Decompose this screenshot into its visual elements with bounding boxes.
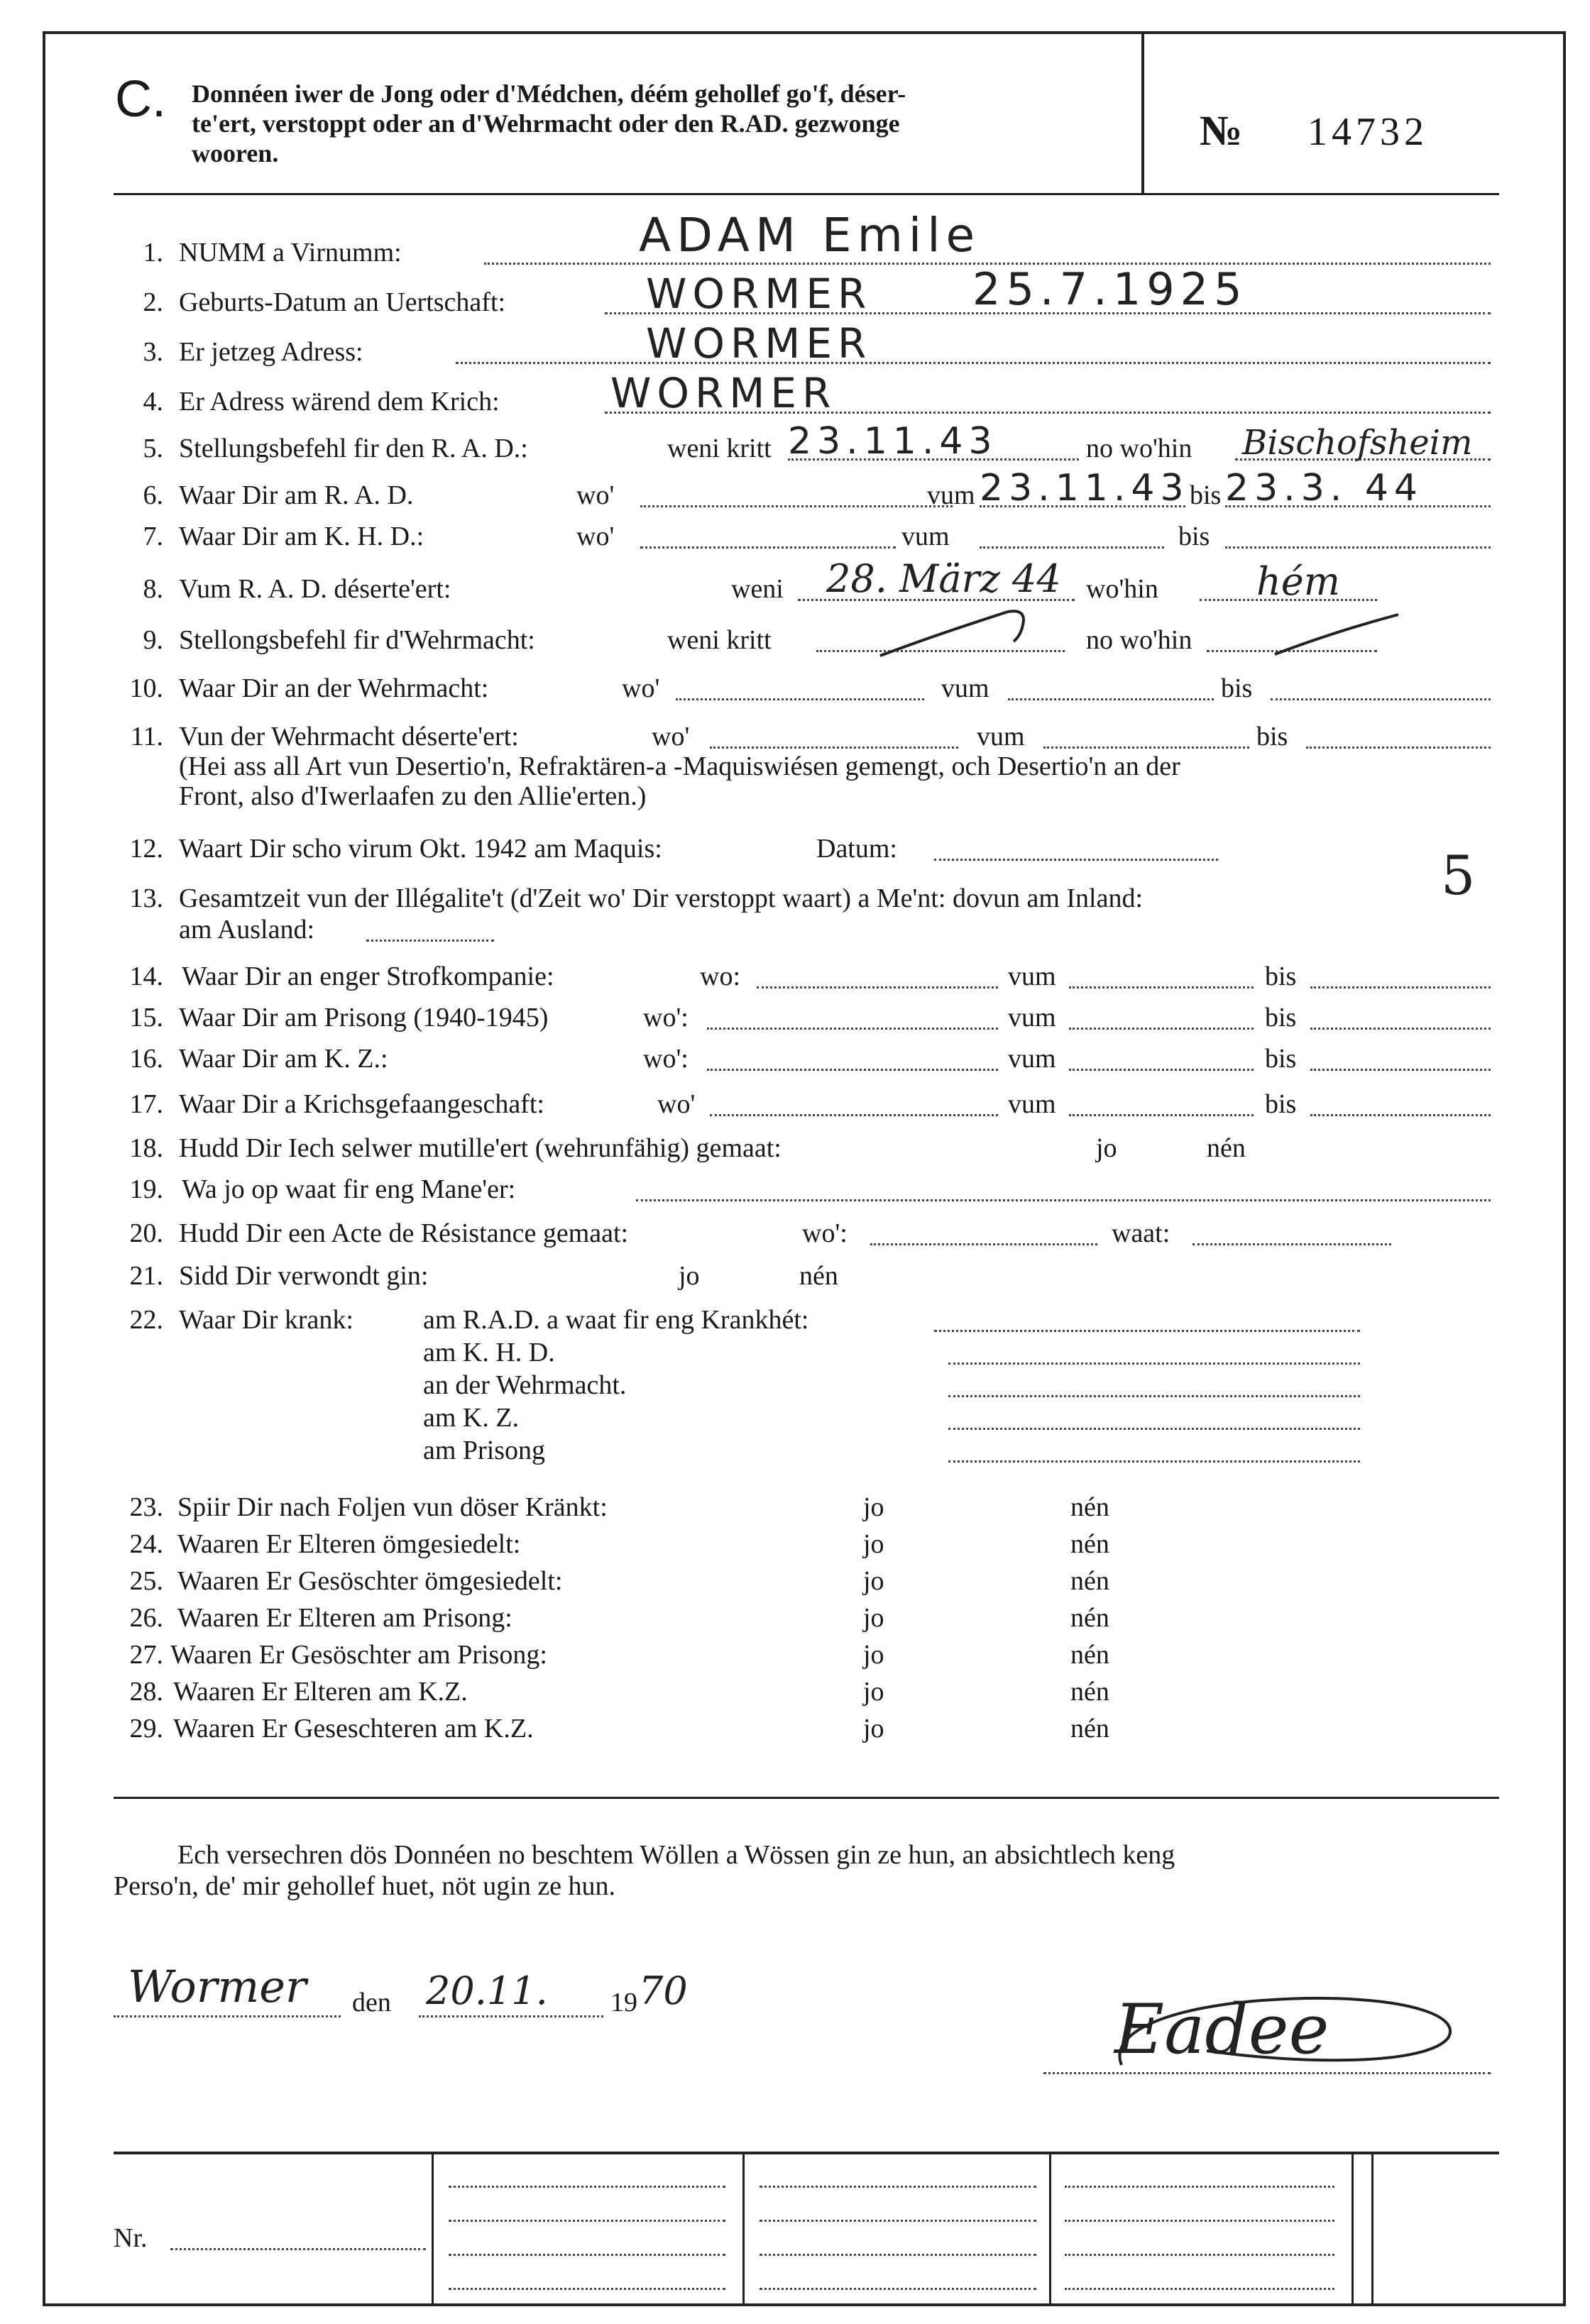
illness-sub-wehrmacht: an der Wehrmacht. — [423, 1370, 627, 1400]
answer-line — [1271, 698, 1491, 700]
section-rule — [114, 1797, 1499, 1799]
row-key: vum — [1008, 962, 1056, 991]
answer-line — [1310, 986, 1491, 988]
border-right — [1563, 31, 1566, 2306]
row-label: Waaren Er Gesöschter ömgesiedelt: — [177, 1566, 563, 1596]
answer-line — [676, 698, 924, 700]
declaration-line2: Perso'n, de' mir gehollef huet, nöt ugin ze hun. — [114, 1871, 616, 1901]
row-key: bis — [1190, 480, 1222, 510]
answer-line — [710, 747, 958, 749]
row-label: Waar Dir an enger Strofkompanie: — [182, 962, 554, 991]
yes-option: jo — [1096, 1133, 1117, 1163]
row-number: 21. — [129, 1261, 163, 1291]
answer-line — [934, 859, 1218, 861]
handwritten-birthplace: WORMER — [646, 270, 872, 318]
row-label: Waar Dir a Krichsgefaangeschaft: — [179, 1089, 544, 1119]
no-option: nén — [1070, 1677, 1109, 1707]
footer-dots — [760, 2220, 1036, 2222]
row-number: 5. — [143, 434, 163, 463]
row-key: wo' — [622, 673, 660, 703]
row-number: 3. — [143, 337, 163, 367]
row-key: bis — [1178, 522, 1210, 551]
footer-col-divider — [432, 2152, 434, 2303]
footer-rule — [114, 2152, 1499, 2154]
row-key: wo' — [576, 522, 615, 551]
answer-line — [1043, 747, 1249, 749]
answer-line — [707, 1028, 998, 1030]
row-key: weni kritt — [667, 434, 772, 463]
header-divider — [1141, 31, 1144, 193]
row-number: 11. — [130, 722, 163, 751]
footer-dots — [1065, 2254, 1334, 2256]
yes-option: jo — [863, 1640, 884, 1670]
handwritten-place: Wormer — [128, 1961, 307, 2012]
place-line — [114, 2015, 341, 2017]
yes-option: jo — [863, 1492, 884, 1522]
answer-line — [1069, 1114, 1254, 1116]
answer-line — [1310, 1028, 1491, 1030]
footer-dots — [1065, 2220, 1334, 2222]
answer-line — [980, 546, 1164, 549]
row-key: vum — [901, 522, 950, 551]
footer-dots — [760, 2254, 1036, 2256]
header-rule — [114, 193, 1499, 195]
row-key: wo': — [802, 1218, 848, 1248]
illness-sub-prisong: am Prisong — [423, 1436, 546, 1465]
footer-col-divider — [742, 2152, 745, 2303]
no-option: nén — [799, 1261, 838, 1291]
row-number: 9. — [143, 625, 163, 655]
footer-col-divider — [1371, 2152, 1374, 2303]
handwritten-desertion-destination: hém — [1256, 559, 1340, 604]
row-number: 22. — [129, 1305, 163, 1335]
illness-sub-khd: am K. H. D. — [423, 1338, 555, 1367]
footer-dots — [1065, 2288, 1334, 2290]
answer-line — [1306, 747, 1491, 749]
yes-option: jo — [863, 1677, 884, 1707]
nr-label: Nr. — [114, 2223, 148, 2253]
row-key: bis — [1265, 962, 1297, 991]
row-label: Er Adress wärend dem Krich: — [179, 387, 500, 417]
row-number: 25. — [129, 1566, 163, 1596]
no-option: nén — [1070, 1566, 1109, 1596]
answer-line — [948, 1362, 1360, 1365]
row-label: Waaren Er Elteren ömgesiedelt: — [177, 1529, 521, 1559]
footer-dots — [449, 2288, 725, 2290]
row-label: Stellungsbefehl fir den R. A. D.: — [179, 434, 528, 463]
header-title-line2: te'ert, verstoppt oder an d'Wehrmacht oder den R.AD. gezwonge — [192, 109, 900, 138]
row-key: bis — [1265, 1003, 1297, 1032]
row-key: no wo'hin — [1086, 625, 1192, 655]
row-key: am Ausland: — [179, 915, 315, 945]
footer-dots — [760, 2288, 1036, 2290]
row-label: Waar Dir am R. A. D. — [179, 480, 414, 510]
row-number: 14. — [129, 962, 163, 991]
row-label: Waaren Er Geseschteren am K.Z. — [173, 1714, 534, 1744]
row-key: vum — [1008, 1044, 1056, 1074]
row-number: 8. — [143, 574, 163, 604]
row-number: 4. — [143, 387, 163, 417]
footer-dots — [760, 2186, 1036, 2188]
handwritten-rad-to: 23.3. 44 — [1225, 467, 1424, 510]
row-number: 29. — [129, 1714, 163, 1744]
answer-line — [710, 1114, 998, 1116]
row-label: Vun der Wehrmacht déserte'ert: — [179, 722, 519, 751]
row-key: wo': — [643, 1044, 689, 1074]
year-prefix: 19 — [610, 1988, 637, 2017]
no-option: nén — [1070, 1640, 1109, 1670]
answer-line — [934, 1330, 1360, 1332]
row-number: 2. — [143, 287, 163, 317]
row-label: Waar Dir an der Wehrmacht: — [179, 673, 489, 703]
answer-line — [948, 1460, 1360, 1463]
row-key: bis — [1265, 1044, 1297, 1074]
row-key: weni — [731, 574, 784, 604]
answer-line — [1069, 1069, 1254, 1071]
answer-line — [757, 986, 998, 988]
yes-option: jo — [863, 1566, 884, 1596]
row-key: vum — [1008, 1003, 1056, 1032]
row-key: wo: — [700, 962, 740, 991]
answer-line — [1069, 1028, 1254, 1030]
yes-option: jo — [863, 1529, 884, 1559]
row-number: 27. — [129, 1640, 163, 1670]
row-key: no wo'hin — [1086, 434, 1192, 463]
row-label: Waar Dir am K. Z.: — [179, 1044, 388, 1074]
handwritten-months-inland: 5 — [1441, 844, 1476, 907]
date-line — [419, 2015, 603, 2017]
strike-mark — [873, 606, 1043, 663]
row-label: Hudd Dir Iech selwer mutille'ert (wehrunfähig) gemaat: — [179, 1133, 782, 1163]
row-label: Hudd Dir een Acte de Résistance gemaat: — [179, 1218, 629, 1248]
answer-line — [1310, 1114, 1491, 1116]
row-label: Spiir Dir nach Foljen vun döser Kränkt: — [177, 1492, 608, 1522]
answer-line — [1310, 1069, 1491, 1071]
footer-dots — [449, 2254, 725, 2256]
answer-line — [456, 362, 1491, 364]
row-label: NUMM a Virnumm: — [179, 238, 402, 268]
answer-line — [1225, 546, 1491, 549]
no-option: nén — [1207, 1133, 1246, 1163]
handwritten-rad-destination: Bischofsheim — [1242, 423, 1473, 463]
answer-line — [948, 1395, 1360, 1397]
answer-line — [640, 505, 953, 507]
answer-line — [366, 940, 494, 942]
row-label: Waaren Er Elteren am K.Z. — [173, 1677, 468, 1707]
row-key: vum — [941, 673, 989, 703]
row-number: 18. — [129, 1133, 163, 1163]
border-top — [43, 31, 1566, 34]
row-label: Vum R. A. D. déserte'ert: — [179, 574, 451, 604]
row-key: wo'hin — [1086, 574, 1158, 604]
row-label: Geburts-Datum an Uertschaft: — [179, 287, 506, 317]
row-key: vum — [977, 722, 1025, 751]
answer-line — [1069, 986, 1254, 988]
row-key: wo' — [657, 1089, 696, 1119]
border-bottom — [43, 2303, 1566, 2306]
row-label: Er jetzeg Adress: — [179, 337, 363, 367]
header-title-line1: Donnéen iwer de Jong oder d'Médchen, déém gehollef go'f, déser- — [192, 79, 906, 108]
row-number: 10. — [129, 673, 163, 703]
row-label: Wa jo op waat fir eng Mane'er: — [182, 1174, 516, 1204]
no-option: nén — [1070, 1603, 1109, 1633]
date-prefix: den — [352, 1988, 391, 2017]
row-note: (Hei ass all Art vun Desertio'n, Refraktären-a -Maquiswiésen gemengt, och Desertio'n an der — [179, 751, 1180, 781]
row-number: 23. — [129, 1492, 163, 1522]
handwritten-desertion-date: 28. März 44 — [826, 556, 1061, 601]
header-title-line3: wooren. — [192, 139, 279, 167]
row-label: Waar Dir am K. H. D.: — [179, 522, 424, 551]
illness-sub-rad: am R.A.D. a waat fir eng Krankhét: — [423, 1305, 809, 1335]
section-letter: C. — [115, 71, 166, 128]
row-key: bis — [1256, 722, 1288, 751]
declaration-line1: Ech versechren dös Donnéen no beschtem Wöllen a Wössen gin ze hun, an absichtlech keng — [177, 1840, 1175, 1870]
row-key: wo' — [652, 722, 690, 751]
row-number: 12. — [129, 834, 163, 864]
row-label: Waar Dir krank: — [179, 1305, 353, 1335]
footer-dots — [1065, 2186, 1334, 2188]
nr-line — [170, 2248, 426, 2250]
row-note: Front, also d'Iwerlaafen zu den Allie'erten.) — [179, 781, 647, 811]
footer-dots — [449, 2186, 725, 2188]
answer-line — [640, 546, 896, 549]
answer-line — [1192, 1243, 1391, 1245]
no-option: nén — [1070, 1714, 1109, 1744]
form-number: 14732 — [1307, 110, 1428, 154]
handwritten-rad-order-date: 23.11.43 — [788, 420, 998, 463]
handwritten-year: 70 — [639, 1968, 688, 2013]
row-number: 20. — [129, 1218, 163, 1248]
yes-option: jo — [863, 1603, 884, 1633]
row-key: waat: — [1112, 1218, 1170, 1248]
answer-line — [636, 1199, 1491, 1201]
answer-line — [870, 1243, 1097, 1245]
row-label: Waaren Er Elteren am Prisong: — [177, 1603, 512, 1633]
row-number: 24. — [129, 1529, 163, 1559]
signature-flourish — [1093, 1959, 1476, 2100]
row-key: bis — [1265, 1089, 1297, 1119]
handwritten-date: 20.11. — [426, 1968, 548, 2013]
yes-option: jo — [863, 1714, 884, 1744]
row-key: weni kritt — [667, 625, 772, 655]
handwritten-rad-from: 23.11.43 — [980, 467, 1190, 510]
handwritten-war-address: WORMER — [610, 369, 837, 417]
handwritten-address: WORMER — [646, 319, 872, 368]
row-number: 28. — [129, 1677, 163, 1707]
row-number: 19. — [129, 1174, 163, 1204]
row-number: 6. — [143, 480, 163, 510]
row-label: Waart Dir scho virum Okt. 1942 am Maquis: — [179, 834, 662, 864]
answer-line — [707, 1069, 998, 1071]
footer-col-divider — [1352, 2152, 1354, 2303]
no-option: nén — [1070, 1529, 1109, 1559]
answer-line — [948, 1428, 1360, 1430]
row-number: 7. — [143, 522, 163, 551]
row-number: 1. — [143, 238, 163, 268]
row-number: 26. — [129, 1603, 163, 1633]
row-label: Waaren Er Gesöschter am Prisong: — [170, 1640, 547, 1670]
border-left — [43, 31, 45, 2306]
illness-sub-kz: am K. Z. — [423, 1403, 520, 1433]
row-key: vum — [1008, 1089, 1056, 1119]
row-number: 17. — [129, 1089, 163, 1119]
strike-mark — [1271, 610, 1405, 660]
handwritten-name: ADAM Emile — [639, 208, 981, 263]
row-key: bis — [1221, 673, 1253, 703]
row-label: Waar Dir am Prisong (1940-1945) — [179, 1003, 549, 1032]
row-key: Datum: — [816, 834, 897, 864]
row-key: wo': — [643, 1003, 689, 1032]
no-option: nén — [1070, 1492, 1109, 1522]
row-label: Gesamtzeit vun der Illégalite't (d'Zeit wo' Dir verstoppt waart) a Me'nt: dovun am Inland: — [179, 883, 1144, 913]
answer-line — [1008, 698, 1214, 700]
row-number: 13. — [129, 883, 163, 913]
row-key: wo' — [576, 480, 615, 510]
row-key: vum — [927, 480, 975, 510]
handwritten-birthdate: 25.7.1925 — [972, 263, 1248, 315]
row-number: 16. — [129, 1044, 163, 1074]
row-label: Stellongsbefehl fir d'Wehrmacht: — [179, 625, 535, 655]
yes-option: jo — [679, 1261, 700, 1291]
row-number: 15. — [129, 1003, 163, 1032]
row-label: Sidd Dir verwondt gin: — [179, 1261, 429, 1291]
signature: Eadee — [1114, 1990, 1329, 2069]
footer-dots — [449, 2220, 725, 2222]
footer-col-divider — [1049, 2152, 1051, 2303]
number-symbol: № — [1200, 107, 1243, 154]
